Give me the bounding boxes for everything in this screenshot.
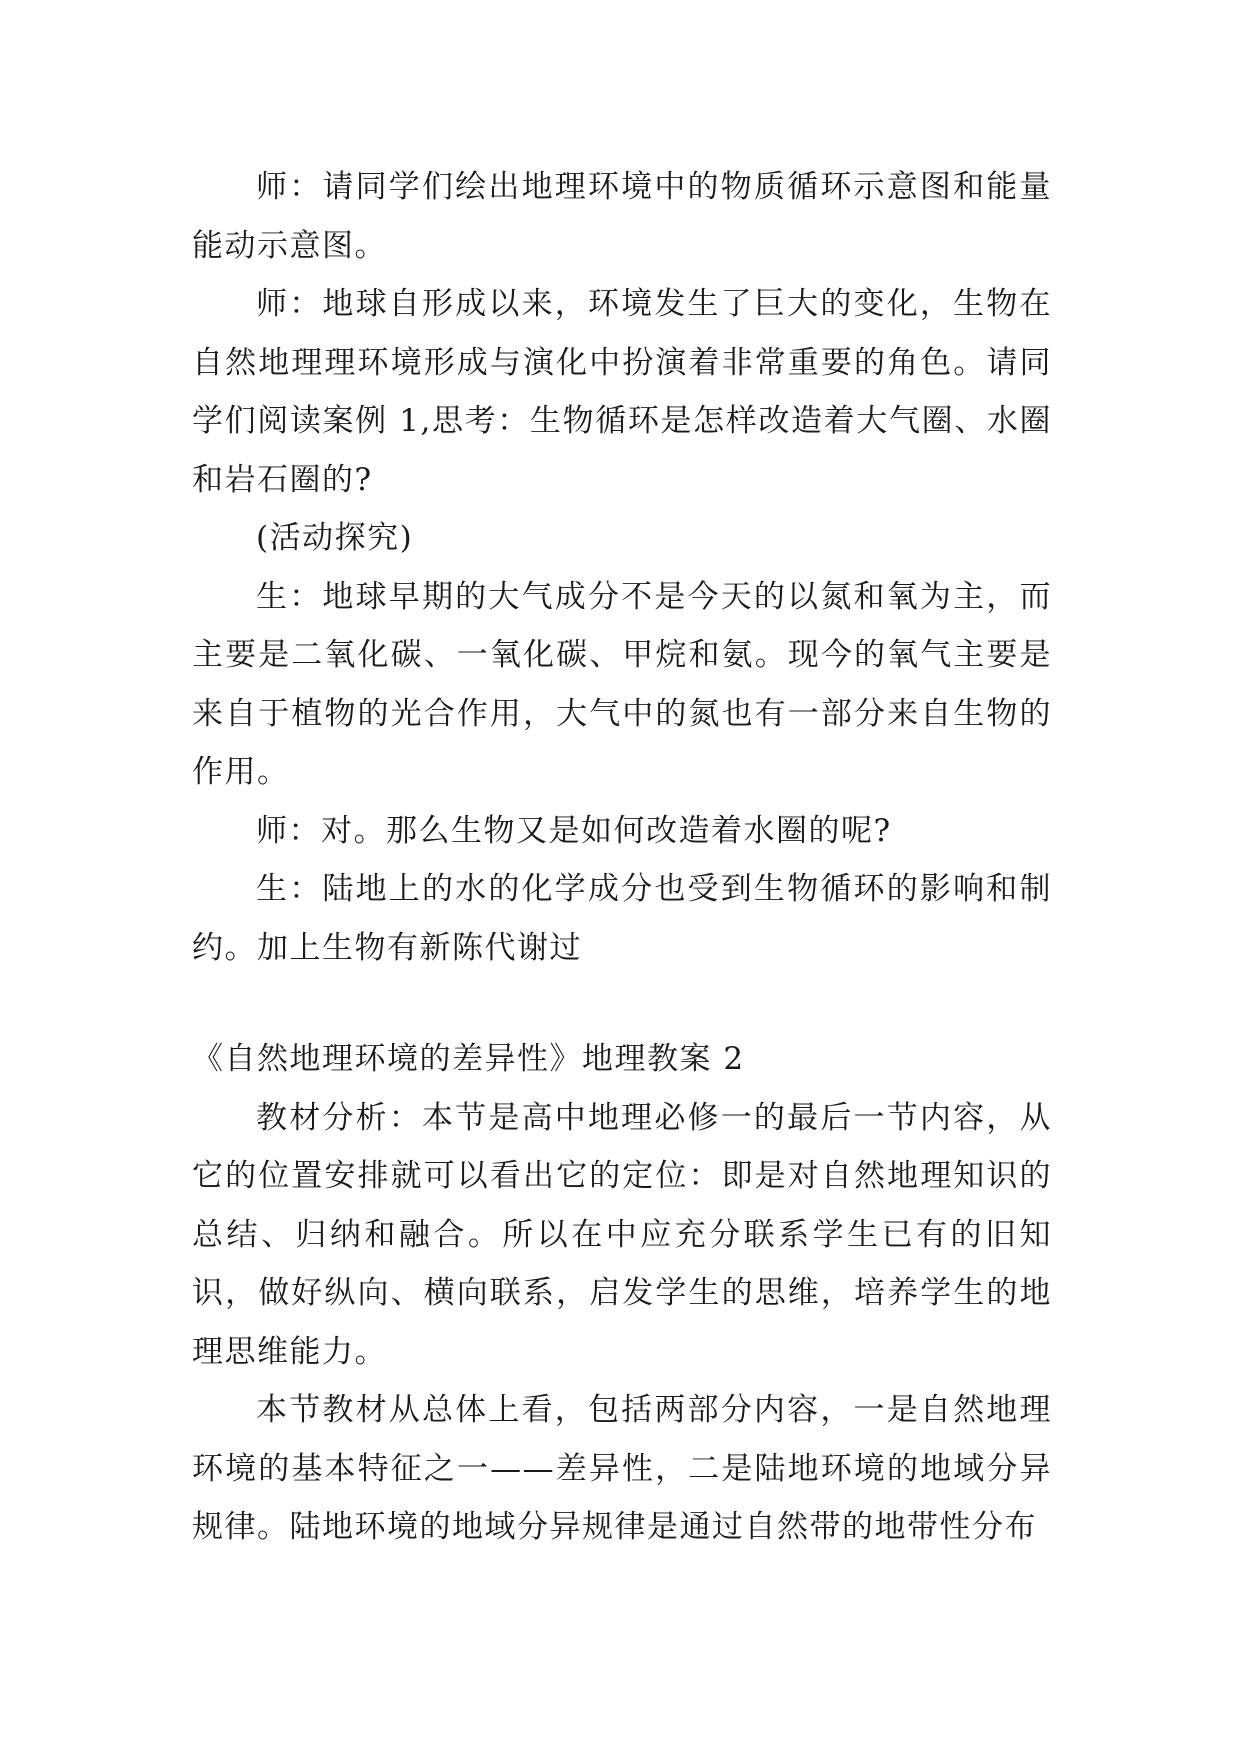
paragraph-textbook-analysis: 教材分析：本节是高中地理必修一的最后一节内容，从它的位置安排就可以看出它的定位：即是对自然地理知识的总结、归纳和融合。所以在中应充分联系学生已有的旧知识，做好纵向、横向联系，启发学生的思维，培养学生的地理思维能力。 bbox=[192, 1099, 1052, 1370]
paragraph-activity-inquiry: (活动探究) bbox=[256, 520, 414, 556]
section-lesson-plan-2 bbox=[192, 1030, 1052, 1557]
paragraph-teacher-draw-diagram: 师：请同学们绘出地理环境中的物质循环示意图和能量能动示意图。 bbox=[192, 169, 1052, 264]
paragraph-textbook-overview: 本节教材从总体上看，包括两部分内容，一是自然地理环境的基本特征之一——差异性，二是陆地环境的地域分异规律。陆地环境的地域分异规律是通过自然带的地带性分布 bbox=[192, 1392, 1052, 1545]
paragraph-teacher-earth-environment: 师：地球自形成以来，环境发生了巨大的变化，生物在自然地理理环境形成与演化中扮演着非常重要的角色。请同学们阅读案例 1,思考：生物循环是怎样改造着大气圈、水圈和岩石圈的? bbox=[192, 286, 1052, 498]
paragraph-student-atmosphere: 生：地球早期的大气成分不是今天的以氮和氧为主，而主要是二氧化碳、一氧化碳、甲烷和氨。现今的氧气主要是来自于植物的光合作用，大气中的氮也有一部分来自生物的作用。 bbox=[192, 578, 1052, 790]
paragraph-teacher-hydrosphere-question: 师：对。那么生物又是如何改造着水圈的呢? bbox=[256, 812, 892, 849]
paragraph-student-hydrosphere: 生：陆地上的水的化学成分也受到生物循环的影响和制约。加上生物有新陈代谢过 bbox=[192, 871, 1052, 966]
lesson-plan-title: 《自然地理环境的差异性》地理教案 2 bbox=[192, 1041, 745, 1077]
section-lesson-dialogue bbox=[192, 158, 1052, 977]
